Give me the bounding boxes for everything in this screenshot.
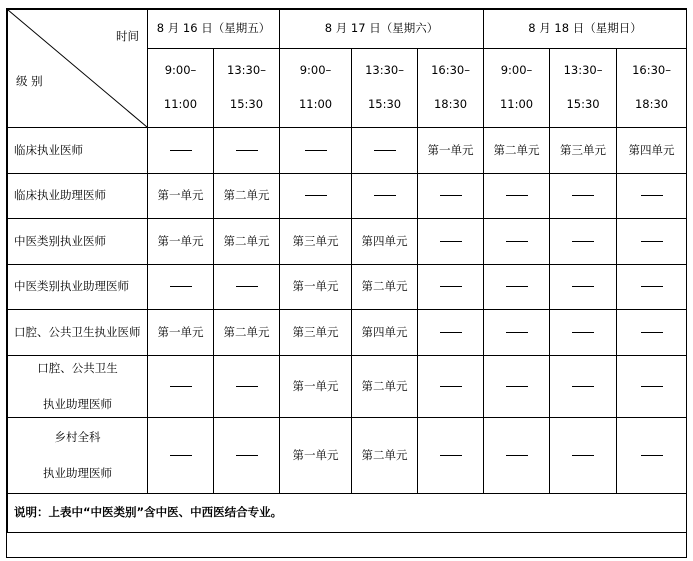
no-exam-cell: [550, 265, 617, 310]
no-exam-cell: [484, 310, 550, 356]
dash-mark: [236, 150, 258, 151]
table-row: [8, 356, 687, 418]
no-exam-cell: [214, 418, 280, 494]
category-cell: 临床执业助理医师: [8, 174, 148, 219]
dash-mark: [572, 195, 594, 196]
time-slot-start: 13:30–: [365, 63, 404, 78]
time-slot-start: 16:30–: [632, 63, 671, 78]
dash-mark: [572, 455, 594, 456]
dash-mark: [506, 195, 528, 196]
time-slot-cell: [214, 49, 280, 128]
exam-schedule-sheet: [6, 8, 687, 558]
time-slot-end: 15:30: [566, 97, 600, 111]
time-slot-cell: [484, 49, 550, 128]
exam-unit-cell: 第四单元: [352, 310, 418, 356]
dash-mark: [170, 150, 192, 151]
category-line: 口腔、公共卫生: [37, 360, 118, 375]
no-exam-cell: [352, 128, 418, 174]
no-exam-cell: [418, 356, 484, 418]
dash-mark: [641, 286, 663, 287]
time-slot-end: 15:30: [229, 97, 264, 111]
dash-mark: [170, 386, 192, 387]
no-exam-cell: [418, 219, 484, 265]
dash-mark: [170, 286, 192, 287]
category-cell: 口腔、公共卫生执业医师: [8, 310, 148, 356]
time-slot-start: 9:00–: [164, 63, 197, 78]
time-slot-start: 13:30–: [227, 63, 266, 78]
exam-unit-cell: 第二单元: [352, 265, 418, 310]
category-cell: 中医类别执业助理医师: [8, 265, 148, 310]
no-exam-cell: [418, 174, 484, 219]
table-row: [8, 219, 687, 265]
no-exam-cell: [484, 219, 550, 265]
dash-mark: [170, 455, 192, 456]
date-header-cell: 8 月 17 日（星期六）: [280, 10, 484, 49]
dash-mark: [236, 286, 258, 287]
date-header-cell: 8 月 18 日（星期日）: [484, 10, 687, 49]
exam-unit-cell: 第三单元: [280, 219, 352, 265]
time-slot-end: 18:30: [634, 97, 669, 111]
date-header-cell: 8 月 16 日（星期五）: [148, 10, 280, 49]
time-slot-start: 9:00–: [299, 63, 332, 78]
dash-mark: [440, 386, 462, 387]
time-slot-start: 16:30–: [431, 63, 470, 78]
no-exam-cell: [148, 356, 214, 418]
time-slot-end: 11:00: [163, 97, 198, 111]
exam-unit-cell: 第三单元: [280, 310, 352, 356]
exam-unit-cell: 第一单元: [418, 128, 484, 174]
no-exam-cell: [280, 174, 352, 219]
category-line: 乡村全科: [54, 429, 101, 444]
dash-mark: [506, 386, 528, 387]
category-cell: 中医类别执业医师: [8, 219, 148, 265]
dash-mark: [305, 195, 327, 196]
no-exam-cell: [484, 265, 550, 310]
time-slot-end: 11:00: [499, 97, 534, 111]
exam-unit-cell: 第一单元: [280, 265, 352, 310]
no-exam-cell: [484, 174, 550, 219]
dash-mark: [572, 386, 594, 387]
no-exam-cell: [148, 418, 214, 494]
no-exam-cell: [550, 310, 617, 356]
note-text: 说明：上表中“中医类别”含中医、中西医结合专业。: [8, 494, 687, 533]
time-slot-cell: [352, 49, 418, 128]
table-row: [8, 174, 687, 219]
no-exam-cell: [418, 418, 484, 494]
no-exam-cell: [484, 356, 550, 418]
dash-mark: [305, 150, 327, 151]
dash-mark: [572, 241, 594, 242]
time-slot-start: 9:00–: [500, 63, 533, 78]
level-label: 级 别: [16, 74, 43, 88]
exam-unit-cell: 第四单元: [617, 128, 687, 174]
dash-mark: [572, 332, 594, 333]
diagonal-line: [8, 10, 147, 127]
dash-mark: [572, 286, 594, 287]
no-exam-cell: [617, 356, 687, 418]
exam-unit-cell: 第二单元: [214, 310, 280, 356]
no-exam-cell: [617, 418, 687, 494]
no-exam-cell: [214, 356, 280, 418]
dash-mark: [641, 332, 663, 333]
time-slot-end: 15:30: [367, 97, 402, 111]
time-slot-cell: [550, 49, 617, 128]
table-row: [8, 265, 687, 310]
table-row: [8, 418, 687, 494]
exam-unit-cell: 第一单元: [280, 356, 352, 418]
no-exam-cell: [617, 219, 687, 265]
dash-mark: [440, 241, 462, 242]
exam-unit-cell: 第三单元: [550, 128, 617, 174]
note-row: [8, 494, 687, 533]
dash-mark: [236, 386, 258, 387]
exam-unit-cell: 第二单元: [214, 174, 280, 219]
no-exam-cell: [280, 128, 352, 174]
table-row: [8, 310, 687, 356]
dash-mark: [440, 455, 462, 456]
table-row: [8, 128, 687, 174]
dash-mark: [641, 455, 663, 456]
dash-mark: [506, 241, 528, 242]
exam-unit-cell: 第四单元: [352, 219, 418, 265]
dash-mark: [236, 455, 258, 456]
header-corner-cell: [8, 10, 148, 128]
table-body: [8, 10, 687, 533]
dash-mark: [641, 241, 663, 242]
exam-unit-cell: 第一单元: [148, 174, 214, 219]
dash-mark: [440, 195, 462, 196]
dash-mark: [374, 150, 396, 151]
no-exam-cell: [617, 265, 687, 310]
no-exam-cell: [550, 219, 617, 265]
time-slot-cell: [617, 49, 687, 128]
time-slot-end: 11:00: [298, 97, 333, 111]
no-exam-cell: [148, 265, 214, 310]
category-cell: [8, 418, 148, 494]
no-exam-cell: [484, 418, 550, 494]
category-cell: [8, 356, 148, 418]
time-slot-cell: [280, 49, 352, 128]
no-exam-cell: [418, 310, 484, 356]
dash-mark: [506, 286, 528, 287]
category-line: 执业助理医师: [43, 465, 112, 480]
dash-mark: [506, 455, 528, 456]
dash-mark: [506, 332, 528, 333]
exam-unit-cell: 第一单元: [148, 219, 214, 265]
no-exam-cell: [418, 265, 484, 310]
no-exam-cell: [148, 128, 214, 174]
dash-mark: [440, 286, 462, 287]
time-label: 时间: [116, 29, 139, 43]
exam-unit-cell: 第二单元: [214, 219, 280, 265]
dash-mark: [641, 386, 663, 387]
time-slot-end: 18:30: [433, 97, 468, 111]
no-exam-cell: [550, 174, 617, 219]
no-exam-cell: [214, 265, 280, 310]
no-exam-cell: [214, 128, 280, 174]
no-exam-cell: [550, 356, 617, 418]
exam-unit-cell: 第二单元: [484, 128, 550, 174]
no-exam-cell: [617, 310, 687, 356]
exam-unit-cell: 第一单元: [280, 418, 352, 494]
exam-schedule-table: [7, 9, 687, 533]
no-exam-cell: [617, 174, 687, 219]
exam-unit-cell: 第二单元: [352, 356, 418, 418]
no-exam-cell: [352, 174, 418, 219]
dash-mark: [641, 195, 663, 196]
no-exam-cell: [550, 418, 617, 494]
category-cell: 临床执业医师: [8, 128, 148, 174]
exam-unit-cell: 第一单元: [148, 310, 214, 356]
time-slot-cell: [148, 49, 214, 128]
dash-mark: [440, 332, 462, 333]
category-line: 执业助理医师: [43, 396, 112, 411]
header-date-row: [8, 10, 687, 49]
dash-mark: [374, 195, 396, 196]
time-slot-cell: [418, 49, 484, 128]
time-slot-start: 13:30–: [563, 63, 603, 78]
exam-unit-cell: 第二单元: [352, 418, 418, 494]
